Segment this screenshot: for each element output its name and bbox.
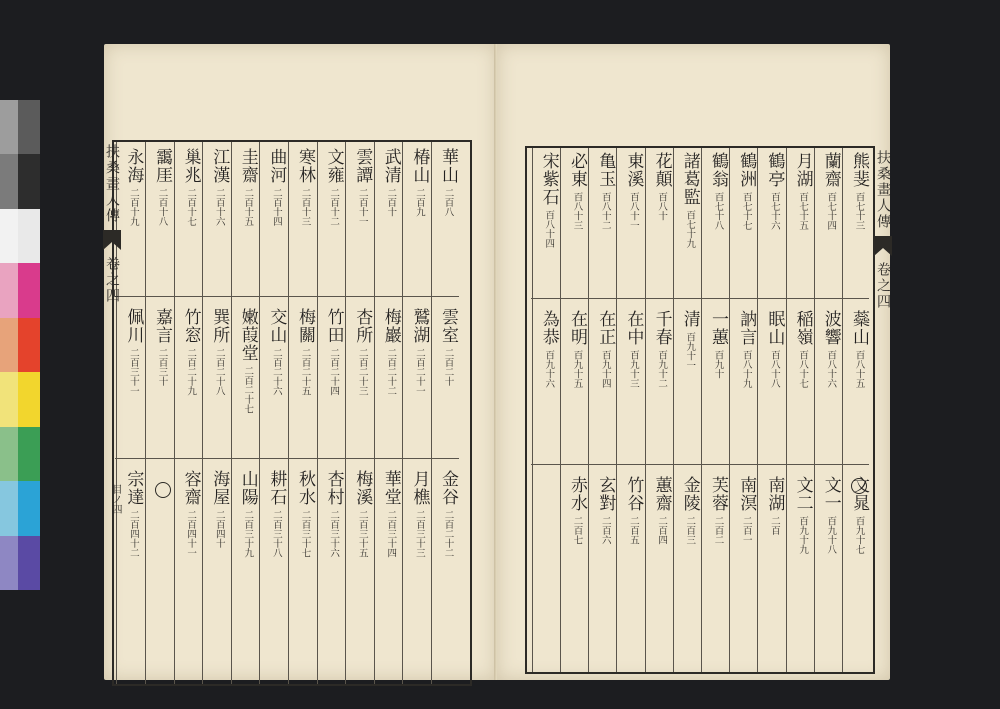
page-number: 百七十三 [853,192,865,230]
index-entry [234,470,262,558]
column-rule [532,148,533,672]
page-number: 二百三十六 [328,510,340,558]
index-entry [234,148,262,226]
page-number: 百八十五 [853,350,865,388]
color-swatch [0,154,18,208]
circle-mark [851,478,867,494]
index-entry [817,310,845,388]
index-entry [789,476,817,554]
painter-name: 在正 [595,310,616,346]
painter-name: 嘉言 [152,308,172,344]
color-swatch [18,263,40,317]
index-entry [377,308,405,396]
index-entry [619,476,647,545]
painter-name: 耕石 [266,470,287,506]
index-entry [405,470,433,558]
index-entry [348,470,376,558]
page-number: 百八十一 [627,192,639,230]
page-number: 二百十一 [356,188,368,226]
index-entry [732,152,760,230]
painter-name: 圭齋 [237,148,258,184]
index-entry [119,308,147,396]
page-number: 二百七 [571,516,583,545]
painter-name: 雲室 [438,308,458,344]
painter-name: 海屋 [209,470,230,506]
page-number: 二百二 [712,516,724,545]
painter-name: 南湖 [764,476,785,512]
color-swatch [18,481,40,535]
index-entry [760,310,788,388]
painter-name: 文二 [792,476,813,512]
painter-name: 武清 [380,148,401,184]
page-number: 百九十九 [797,516,809,554]
painter-name: 華山 [438,148,458,184]
index-entry [648,310,676,388]
page-number: 二百三十九 [242,510,254,558]
index-entry [119,148,147,226]
left-folio: 目ノ四 [110,484,121,514]
painter-name: 蘂山 [849,310,869,346]
index-entry [320,148,348,226]
index-entry [377,470,405,558]
page-number: 二百十二 [328,188,340,226]
index-entry [148,470,176,474]
page-number: 二百十三 [299,188,311,226]
color-swatch [0,481,18,535]
tier-rule [115,296,458,297]
index-entry [177,308,205,396]
page-number: 二百四十一 [185,510,197,558]
painter-name: 訥言 [736,310,757,346]
index-entry [619,310,647,388]
painter-name: 江漢 [209,148,230,184]
painter-name: 在明 [567,310,587,346]
painter-name: 竹窓 [180,308,201,344]
painter-name: 蘭齋 [820,152,841,188]
color-calibration-strip [0,100,40,590]
color-swatch [0,263,18,317]
painter-name: 嫩葭堂 [237,308,258,362]
index-entry [177,148,205,226]
index-entry [377,148,405,217]
color-swatch [18,372,40,426]
painter-name: 交山 [266,308,287,344]
index-entry [676,476,704,545]
page-number: 二百二十七 [242,366,254,414]
index-entry [405,308,433,396]
page-number: 百九十二 [656,350,668,388]
page-number: 二百二十八 [213,348,225,396]
right-volume: 卷之四 [875,262,891,310]
index-entry [205,148,233,226]
page-number: 百七十四 [825,192,837,230]
fishtail-mark [874,236,892,256]
page-number: 二百四十 [213,510,225,548]
index-entry [262,470,290,558]
painter-name: 華堂 [380,470,401,506]
index-entry [348,308,376,396]
index-entry [591,152,619,230]
painter-name: 曲河 [266,148,287,184]
painter-name: 必東 [567,152,587,188]
page-number: 百七十五 [797,192,809,230]
index-entry [434,470,462,558]
page-number: 二百二十五 [299,348,311,396]
painter-name: 巢兆 [180,148,201,184]
painter-name: 清 [679,310,700,328]
left-volume: 卷之四 [104,256,120,304]
painter-name: 為恭 [538,310,559,346]
page-number: 二百二十二 [385,348,397,396]
index-entry [845,152,873,230]
page-number: 二百三十八 [270,510,282,558]
circle-mark [155,482,171,498]
index-entry [205,470,233,548]
index-entry [119,470,147,558]
page-number: 百八十 [656,192,668,221]
painter-name: 南溟 [736,476,757,512]
page-number: 百八十三 [571,192,583,230]
index-entry [845,310,873,388]
painter-name: 文雍 [323,148,344,184]
page-number: 百九十三 [627,350,639,388]
page-number: 二百十五 [242,188,254,226]
painter-name: 宋紫石 [538,152,559,206]
page-number: 二百四 [656,516,668,545]
index-entry [320,470,348,558]
page-number: 二百三十 [156,348,168,386]
painter-name: 亀玉 [595,152,616,188]
page-number: 二百十 [385,188,397,217]
painter-name: 文晁 [849,476,869,512]
column-rule [402,142,403,684]
page-number: 二百六 [599,516,611,545]
index-entry [817,476,845,554]
painter-name: 永海 [123,148,144,184]
right-running-title: 扶桑畫人傳 [875,150,891,230]
painter-name: 一蕙 [708,310,728,346]
painter-name: 蕙齋 [651,476,672,512]
index-entry [205,308,233,396]
color-swatch [0,318,18,372]
page-number: 二百五 [627,516,639,545]
page-number: 百八十四 [543,210,555,248]
painter-name: 容齋 [180,470,201,506]
tier-rule [531,298,869,299]
painter-name: 千春 [651,310,672,346]
painter-name: 月湖 [792,152,813,188]
painter-name: 鶴洲 [736,152,757,188]
color-swatch [18,209,40,263]
painter-name: 諸葛監 [679,152,700,206]
painter-name: 寒林 [295,148,315,184]
fishtail-mark [103,230,121,250]
page-number: 百八十七 [797,350,809,388]
index-entry [434,308,462,386]
painter-name: 梅巖 [380,308,401,344]
color-swatch [18,427,40,481]
page-number: 二百二十九 [185,348,197,396]
index-entry [732,476,760,545]
page-number: 二百三十三 [413,510,425,558]
index-entry [760,152,788,230]
color-swatch [0,209,18,263]
column-rule [431,142,432,684]
index-entry [704,310,732,379]
page-number: 百九十 [712,350,724,379]
index-entry [262,148,290,226]
page-number: 百九十七 [853,516,865,554]
page-number: 百九十六 [543,350,555,388]
page-number: 百九十八 [825,516,837,554]
index-entry [148,308,176,386]
page-number: 二百四十二 [127,510,139,558]
page-number: 百七十六 [768,192,780,230]
color-swatch [0,427,18,481]
color-swatch [18,536,40,590]
painter-name: 文一 [820,476,841,512]
column-rule [673,148,674,672]
page-number: 百七十七 [740,192,752,230]
page-number: 二百三十一 [127,348,139,396]
painter-name: 鷲湖 [409,308,430,344]
index-entry [676,152,704,248]
painter-name: 秋水 [295,470,315,506]
index-entry [619,152,647,230]
page-number: 百八十九 [740,350,752,388]
painter-name: 鶴翁 [708,152,728,188]
page-number: 百八十二 [599,192,611,230]
index-entry [648,476,676,545]
page-number: 二百三十四 [385,510,397,558]
page-number: 百九十一 [684,332,696,370]
page-number: 二百三 [684,516,696,545]
index-entry [234,308,262,414]
index-entry [732,310,760,388]
index-entry [563,476,591,545]
left-page [104,44,496,680]
right-center-column [873,150,893,570]
index-entry [591,476,619,545]
painter-name: 雲譚 [352,148,373,184]
index-entry [405,148,433,217]
index-entry [535,476,563,480]
painter-name: 花顛 [651,152,672,188]
index-entry [291,308,319,396]
page-number: 二百二十二 [442,510,454,558]
painter-name: 杏村 [323,470,344,506]
painter-name: 赤水 [567,476,587,512]
painter-name: 杏所 [352,308,373,344]
index-entry [262,308,290,396]
page-number: 二百十九 [127,188,139,226]
painter-name: 山陽 [237,470,258,506]
page-number: 百八十八 [768,350,780,388]
index-entry [676,310,704,370]
page-number: 二百二十六 [270,348,282,396]
painter-name: 梅關 [295,308,315,344]
painter-name: 東溪 [623,152,644,188]
color-swatch [0,100,18,154]
index-entry [760,476,788,535]
index-entry [291,470,319,558]
index-entry [535,152,563,248]
page-number: 二百三十七 [299,510,311,558]
index-entry [434,148,462,217]
index-entry [563,152,591,230]
painter-name: 竹田 [323,308,344,344]
painter-name: 金谷 [438,470,458,506]
index-entry [648,152,676,221]
painter-name: 梅溪 [352,470,373,506]
painter-name: 月樵 [409,470,430,506]
painter-name: 金陵 [679,476,700,512]
painter-name: 芙蓉 [708,476,728,512]
index-entry [591,310,619,388]
page-number: 二百一 [740,516,752,545]
page-number: 二百二十 [442,348,454,386]
painter-name: 椿山 [409,148,430,184]
color-swatch [18,100,40,154]
page-number: 百七十九 [684,210,696,248]
index-entry [148,148,176,226]
painter-name: 佩川 [123,308,144,344]
painter-name: 竹谷 [623,476,644,512]
painter-name: 玄對 [595,476,616,512]
painter-name: 宗達 [123,470,144,506]
index-entry [704,152,732,230]
page-number: 二百十四 [270,188,282,226]
index-entry [789,152,817,230]
index-entry [348,148,376,226]
painter-name: 在中 [623,310,644,346]
color-swatch [18,154,40,208]
index-entry [320,308,348,396]
painter-name: 鶴亭 [764,152,785,188]
painter-name: 眠山 [764,310,785,346]
left-running-title: 扶桑畫人傳 [104,144,120,224]
page-number: 二百八 [442,188,454,217]
index-entry [177,470,205,558]
index-entry [704,476,732,545]
tier-rule [531,464,869,465]
page-number: 二百九 [413,188,425,217]
page-number: 百九十四 [599,350,611,388]
tier-rule [115,458,458,459]
page-number: 二百 [768,516,780,535]
painter-name: 熊斐 [849,152,869,188]
page-number: 二百三十五 [356,510,368,558]
page-number: 二百十六 [213,188,225,226]
right-page [497,44,890,680]
page-number: 二百二十四 [328,348,340,396]
painter-name: 波響 [820,310,841,346]
color-swatch [0,372,18,426]
page-number: 二百十七 [185,188,197,226]
index-entry [789,310,817,388]
index-entry [535,310,563,388]
color-swatch [18,318,40,372]
color-swatch [0,536,18,590]
index-entry [563,310,591,388]
page-number: 百七十八 [712,192,724,230]
painter-name: 靄厓 [152,148,172,184]
painter-name: 稲嶺 [792,310,813,346]
page-number: 百九十五 [571,350,583,388]
page-number: 二百十八 [156,188,168,226]
index-entry [291,148,319,226]
page-number: 百八十六 [825,350,837,388]
index-entry [817,152,845,230]
page-number: 二百二十一 [413,348,425,396]
page-number: 二百二十三 [356,348,368,396]
painter-name: 巽所 [209,308,230,344]
